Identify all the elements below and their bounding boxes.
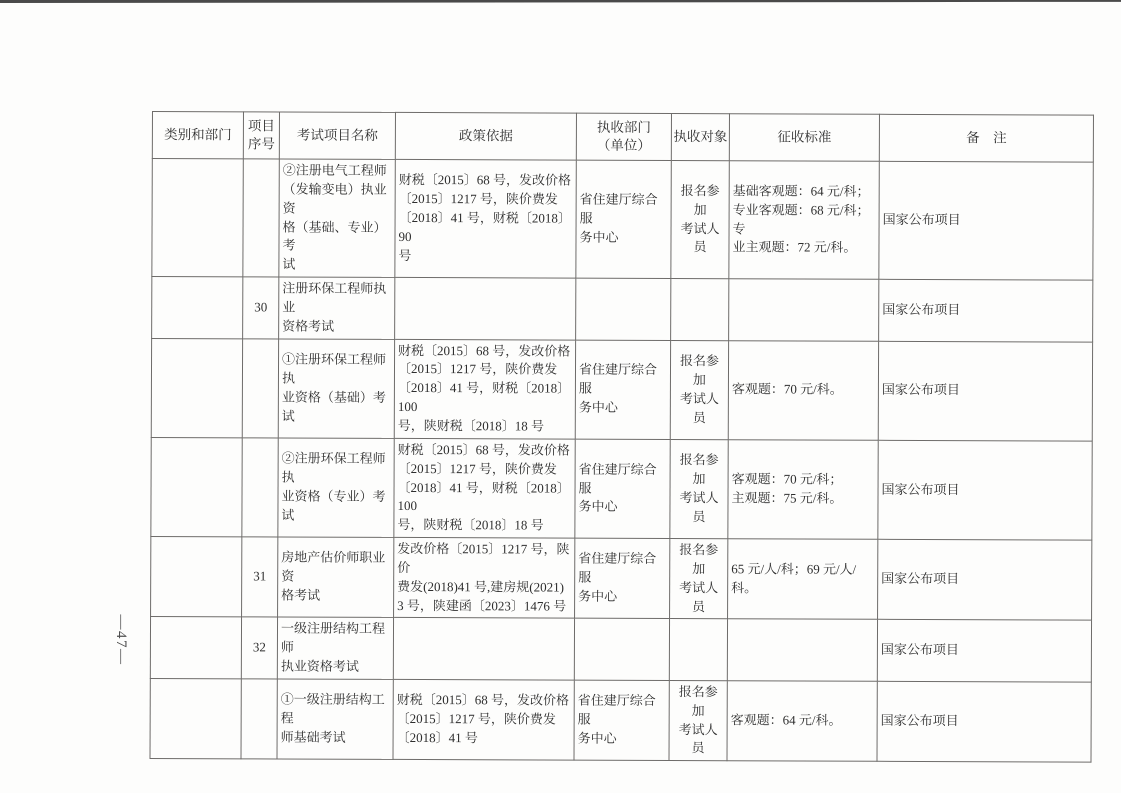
cell-payer <box>671 279 729 341</box>
cell-payer: 报名参加 考试人员 <box>671 160 729 278</box>
cell-payer <box>669 619 727 681</box>
table-row <box>151 537 1092 621</box>
cell-fee-standard: 客观题：64 元/科。 <box>727 681 877 762</box>
cell-policy-basis: 发改价格〔2015〕1217 号，陕价 费发(2018)41 号,建房规(2021) 3 号，陕建函〔2023〕1476 号 <box>394 537 575 618</box>
table-row <box>151 338 1092 441</box>
page-number: —47— <box>113 614 129 666</box>
cell-fee-standard: 客观题：70 元/科。 <box>728 340 878 440</box>
cell-collecting-dept: 省住建厅综合服 务中心 <box>575 340 670 440</box>
cell-policy-basis: 财税〔2015〕68 号，发改价格 〔2015〕1217 号，陕价费发 〔2018〕41 号，财税〔2018〕90 号 <box>395 159 576 278</box>
cell-fee-standard <box>729 279 879 341</box>
col-header-seq: 项目 序号 <box>243 112 279 159</box>
cell-note: 国家公布项目 <box>878 539 1092 620</box>
cell-category <box>151 338 242 438</box>
scan-edge-artifact <box>0 0 1121 3</box>
cell-exam-name: 一级注册结构工程师 执业资格考试 <box>277 617 393 679</box>
cell-category <box>152 159 243 277</box>
col-header-dept: 执收部门 （单位） <box>576 113 671 160</box>
cell-category <box>151 537 242 618</box>
exam-fee-table <box>150 109 1121 756</box>
cell-seq <box>242 438 278 537</box>
cell-seq: 31 <box>242 537 278 618</box>
cell-seq: 30 <box>243 277 279 339</box>
fee-table <box>150 111 1094 763</box>
cell-seq <box>242 338 278 437</box>
cell-category <box>151 437 242 537</box>
cell-exam-name: 注册环保工程师执业 资格考试 <box>279 277 395 339</box>
col-header-payer: 执收对象 <box>671 113 729 160</box>
cell-payer: 报名参加 考试人员 <box>670 439 728 538</box>
cell-note: 国家公布项目 <box>879 161 1093 280</box>
cell-exam-name: 房地产估价师职业资 格考试 <box>278 537 394 618</box>
cell-note: 国家公布项目 <box>877 620 1091 682</box>
cell-note: 国家公布项目 <box>878 341 1092 441</box>
cell-collecting-dept: 省住建厅综合服 务中心 <box>575 538 670 619</box>
cell-fee-standard <box>727 619 877 681</box>
cell-exam-name: ②注册环保工程师执 业资格（专业）考试 <box>278 438 394 538</box>
table-row <box>152 159 1093 281</box>
col-header-name: 考试项目名称 <box>279 112 395 159</box>
cell-seq <box>243 159 279 277</box>
cell-policy-basis: 财税〔2015〕68 号，发改价格 〔2015〕1217 号，陕价费发 〔2018〕41 号，财税〔2018〕100 号，陕财税〔2018〕18 号 <box>394 339 575 439</box>
cell-collecting-dept: 省住建厅综合服 务中心 <box>575 439 670 539</box>
cell-payer: 报名参加 考试人员 <box>670 539 728 620</box>
cell-collecting-dept: 省住建厅综合服 务中心 <box>574 680 669 761</box>
cell-fee-standard: 65 元/人/科；69 元/人/科。 <box>728 539 878 620</box>
cell-collecting-dept <box>576 278 671 340</box>
cell-note: 国家公布项目 <box>878 440 1092 540</box>
cell-note: 国家公布项目 <box>877 681 1091 762</box>
cell-collecting-dept: 省住建厅综合服 务中心 <box>576 160 671 278</box>
col-header-category: 类别和部门 <box>152 112 243 159</box>
col-header-policy: 政策依据 <box>395 112 576 160</box>
table-row <box>150 678 1091 762</box>
cell-policy-basis: 财税〔2015〕68 号，发改价格 〔2015〕1217 号，陕价费发 〔2018〕41 号，财税〔2018〕100 号，陕财税〔2018〕18 号 <box>394 438 575 538</box>
cell-exam-name: ②注册电气工程师 （发输变电）执业资 格（基础、专业）考 试 <box>279 159 395 278</box>
cell-exam-name: ①注册环保工程师执 业资格（基础）考试 <box>278 339 394 439</box>
col-header-standard: 征收标准 <box>729 114 879 162</box>
cell-payer: 报名参加 考试人员 <box>670 340 728 439</box>
col-header-note: 备 注 <box>879 114 1093 162</box>
cell-seq: 32 <box>241 617 277 679</box>
cell-fee-standard: 客观题：70 元/科； 主观题：75 元/科。 <box>728 440 878 540</box>
cell-collecting-dept <box>574 619 669 681</box>
cell-category <box>150 617 241 679</box>
cell-category <box>150 678 241 759</box>
cell-category <box>152 277 243 339</box>
cell-payer: 报名参加 考试人员 <box>669 680 727 761</box>
cell-fee-standard: 基础客观题：64 元/科； 专业客观题：68 元/科；专 业主观题：72 元/科。 <box>729 161 879 280</box>
cell-seq <box>241 679 277 760</box>
cell-note: 国家公布项目 <box>879 279 1093 341</box>
header-row <box>152 112 1093 163</box>
table-row <box>151 437 1092 540</box>
cell-policy-basis <box>393 618 574 680</box>
cell-policy-basis: 财税〔2015〕68 号，发改价格 〔2015〕1217 号，陕价费发 〔2018〕41 号 <box>393 679 574 760</box>
cell-exam-name: ①一级注册结构工程 师基础考试 <box>277 679 393 760</box>
table-row <box>150 617 1091 682</box>
cell-policy-basis <box>395 277 576 339</box>
table-row <box>152 277 1093 342</box>
